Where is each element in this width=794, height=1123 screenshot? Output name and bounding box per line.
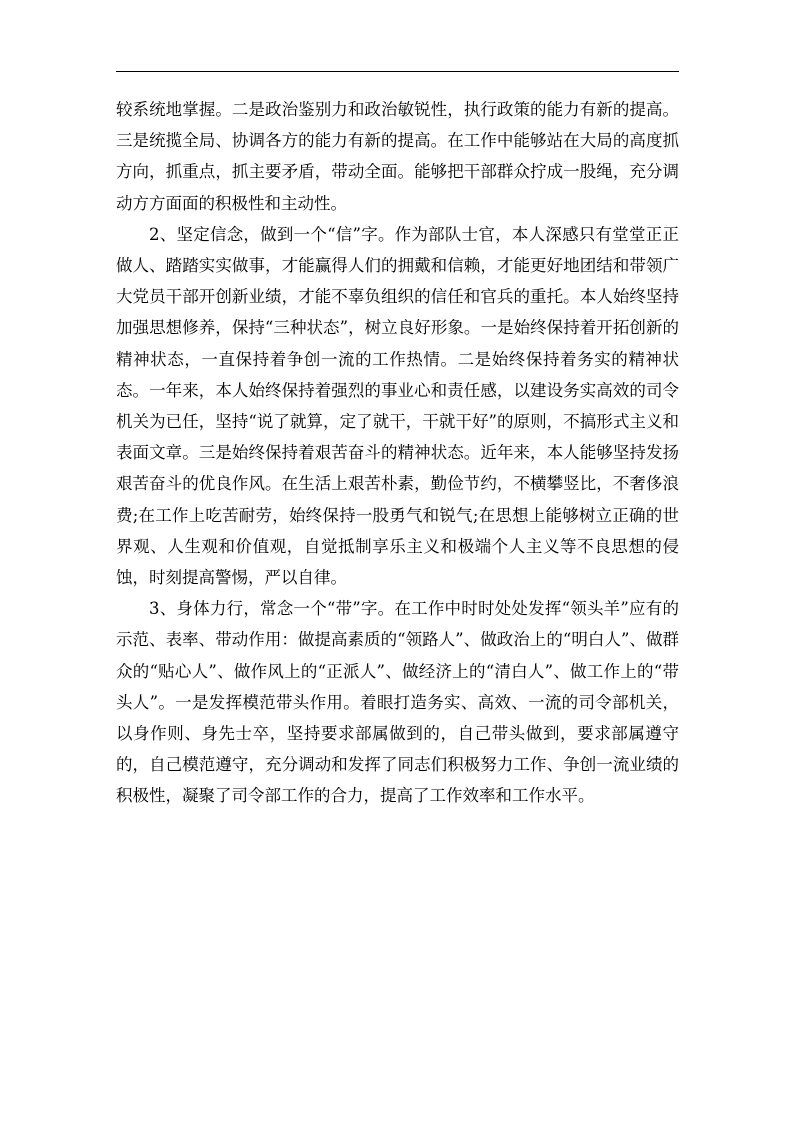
header-rule bbox=[116, 71, 679, 72]
paragraph-item-2: 2、坚定信念，做到一个“信”字。作为部队士官，本人深感只有堂堂正正做人、踏踏实实做事，才能赢得人们的拥戴和信赖，才能更好地团结和带领广大党员干部开创新业绩，才能不辜负组织的信任和官兵的重托。本人始终坚持加强思想修养，保持“三种状态”，树立良好形象。一是始终保持着开拓创新的精神状态，一直保持着争创一流的工作热情。二是始终保持着务实的精神状态。一年来，本人始终保持着强烈的事业心和责任感，以建设务实高效的司令机关为已任，坚持“说了就算，定了就干，干就干好”的原则，不搞形式主义和表面文章。三是始终保持着艰苦奋斗的精神状态。近年来，本人能够坚持发扬艰苦奋斗的优良作风。在生活上艰苦朴素，勤俭节约，不横攀竖比，不奢侈浪费;在工作上吃苦耐劳，始终保持一股勇气和锐气;在思想上能够树立正确的世界观、人生观和价值观，自觉抵制享乐主义和极端个人主义等不良思想的侵蚀，时刻提高警惕，严以自律。 bbox=[116, 224, 679, 588]
paragraph-item-3: 3、身体力行，常念一个“带”字。在工作中时时处处发挥“领头羊”应有的示范、表率、带动作用：做提高素质的“领路人”、做政治上的“明白人”、做群众的“贴心人”、做作风上的“正派人”、做经济上的“清白人”、做工作上的“带头人”。一是发挥模范带头作用。着眼打造务实、高效、一流的司令部机关，以身作则、身先士卒，坚持要求部属做到的，自己带头做到，要求部属遵守的，自己模范遵守，充分调动和发挥了同志们积极努力工作、争创一流业绩的积极性，凝聚了司令部工作的合力，提高了工作效率和工作水平。 bbox=[116, 599, 679, 806]
paragraph-continuation: 较系统地掌握。二是政治鉴别力和政治敏锐性，执行政策的能力有新的提高。三是统揽全局、协调各方的能力有新的提高。在工作中能够站在大局的高度抓方向，抓重点，抓主要矛盾，带动全面。能够把干部群众拧成一股绳，充分调动方方面面的积极性和主动性。 bbox=[116, 100, 679, 213]
document-body bbox=[116, 94, 679, 812]
